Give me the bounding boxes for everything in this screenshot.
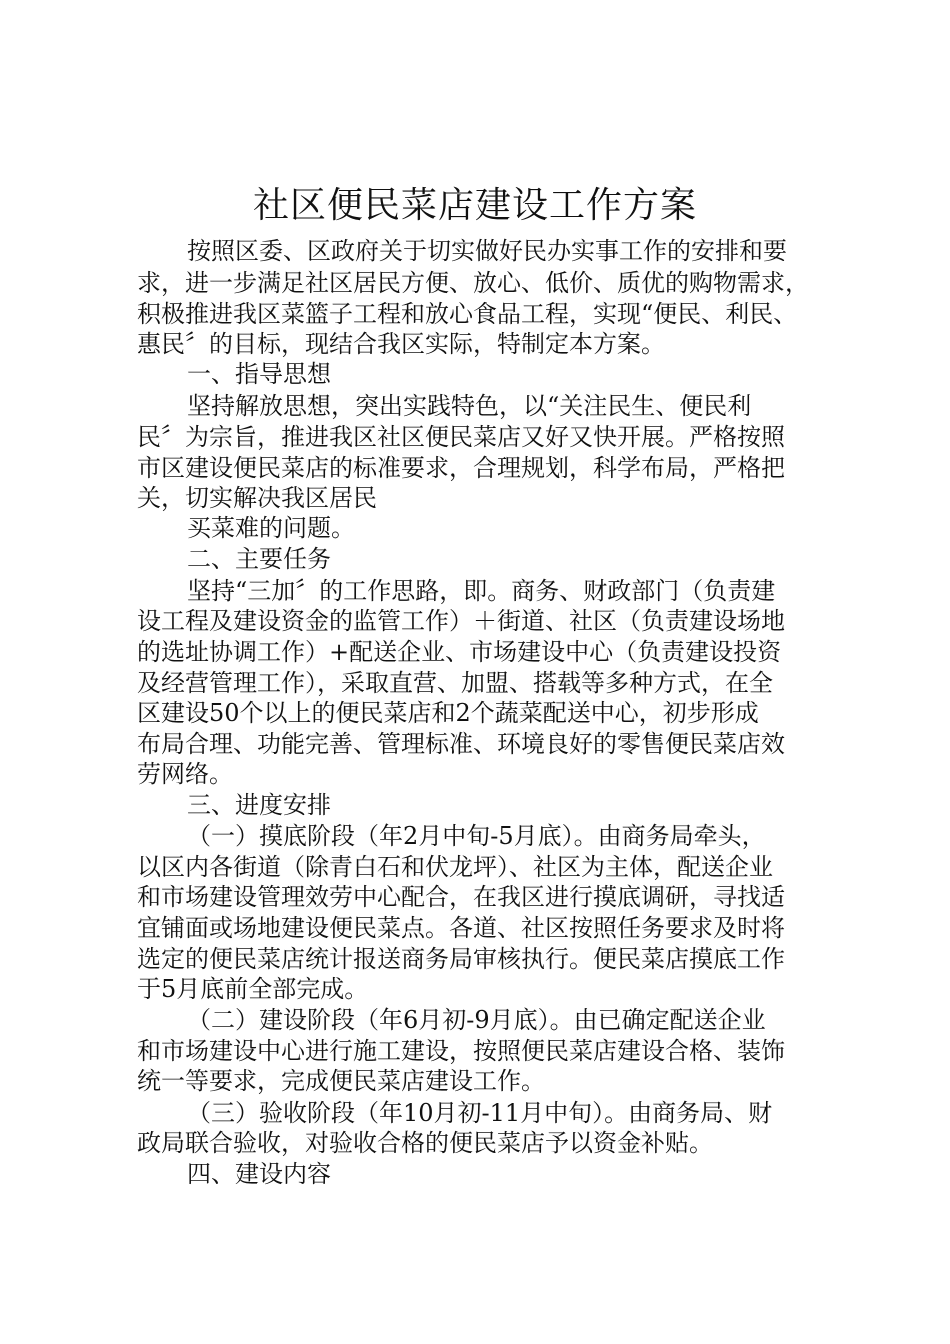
- body-line: 选定的便民菜店统计报送商务局审核执行。便民菜店摸底工作: [137, 945, 785, 973]
- body-line: （三）验收阶段（年10月初-11月中旬）。由商务局、财: [187, 1099, 773, 1127]
- body-line: 和市场建设中心进行施工建设，按照便民菜店建设合格、装饰: [137, 1037, 785, 1065]
- body-line: 和市场建设管理效劳中心配合，在我区进行摸底调研，寻找适: [137, 883, 785, 911]
- body-line: 以区内各街道（除青白石和伏龙坪）、社区为主体，配送企业: [137, 853, 773, 881]
- body-line: （二）建设阶段（年6月初-9月底）。由已确定配送企业: [187, 1006, 766, 1034]
- body-line: 统一等要求，完成便民菜店建设工作。: [137, 1067, 545, 1095]
- body-line: 按照区委、区政府关于切实做好民办实事工作的安排和要: [187, 237, 787, 265]
- body-line: 买菜难的问题。: [187, 514, 355, 542]
- body-line: 惠民〞的目标，现结合我区实际，特制定本方案。: [137, 330, 665, 358]
- body-line: 坚持“三加〞的工作思路，即。商务、财政部门（负责建: [187, 577, 776, 605]
- body-line: 政局联合验收，对验收合格的便民菜店予以资金补贴。: [137, 1129, 713, 1157]
- body-line: 关，切实解决我区居民: [137, 484, 377, 512]
- body-line: 求，进一步满足社区居民方便、放心、低价、质优的购物需求，: [137, 269, 809, 297]
- body-line: 设工程及建设资金的监管工作）＋街道、社区（负责建设场地: [137, 607, 785, 635]
- section-heading: 一、指导思想: [187, 360, 331, 388]
- body-line: 区建设50个以上的便民菜店和2个蔬菜配送中心，初步形成: [137, 699, 759, 727]
- section-heading: 三、进度安排: [187, 791, 331, 819]
- body-line: 积极推进我区菜篮子工程和放心食品工程，实现“便民、利民、: [137, 300, 798, 328]
- section-heading: 二、主要任务: [187, 545, 331, 573]
- body-line: 的选址协调工作）+配送企业、市场建设中心（负责建设投资: [137, 638, 782, 666]
- body-line: （一）摸底阶段（年2月中旬-5月底）。由商务局牵头，: [187, 822, 766, 850]
- body-line: 坚持解放思想，突出实践特色，以“关注民生、便民利: [187, 392, 752, 420]
- body-line: 民〞为宗旨，推进我区社区便民菜店又好又快开展。严格按照: [137, 423, 785, 451]
- document-title: 社区便民菜店建设工作方案: [252, 185, 697, 226]
- body-line: 市区建设便民菜店的标准要求，合理规划，科学布局，严格把: [137, 454, 785, 482]
- body-line: 宜铺面或场地建设便民菜点。各道、社区按照任务要求及时将: [137, 914, 785, 942]
- body-line: 及经营管理工作），采取直营、加盟、搭载等多种方式，在全: [137, 669, 773, 697]
- body-line: 布局合理、功能完善、管理标准、环境良好的零售便民菜店效: [137, 730, 785, 758]
- section-heading: 四、建设内容: [187, 1160, 331, 1188]
- body-line: 劳网络。: [137, 760, 233, 788]
- body-line: 于5月底前全部完成。: [137, 975, 369, 1003]
